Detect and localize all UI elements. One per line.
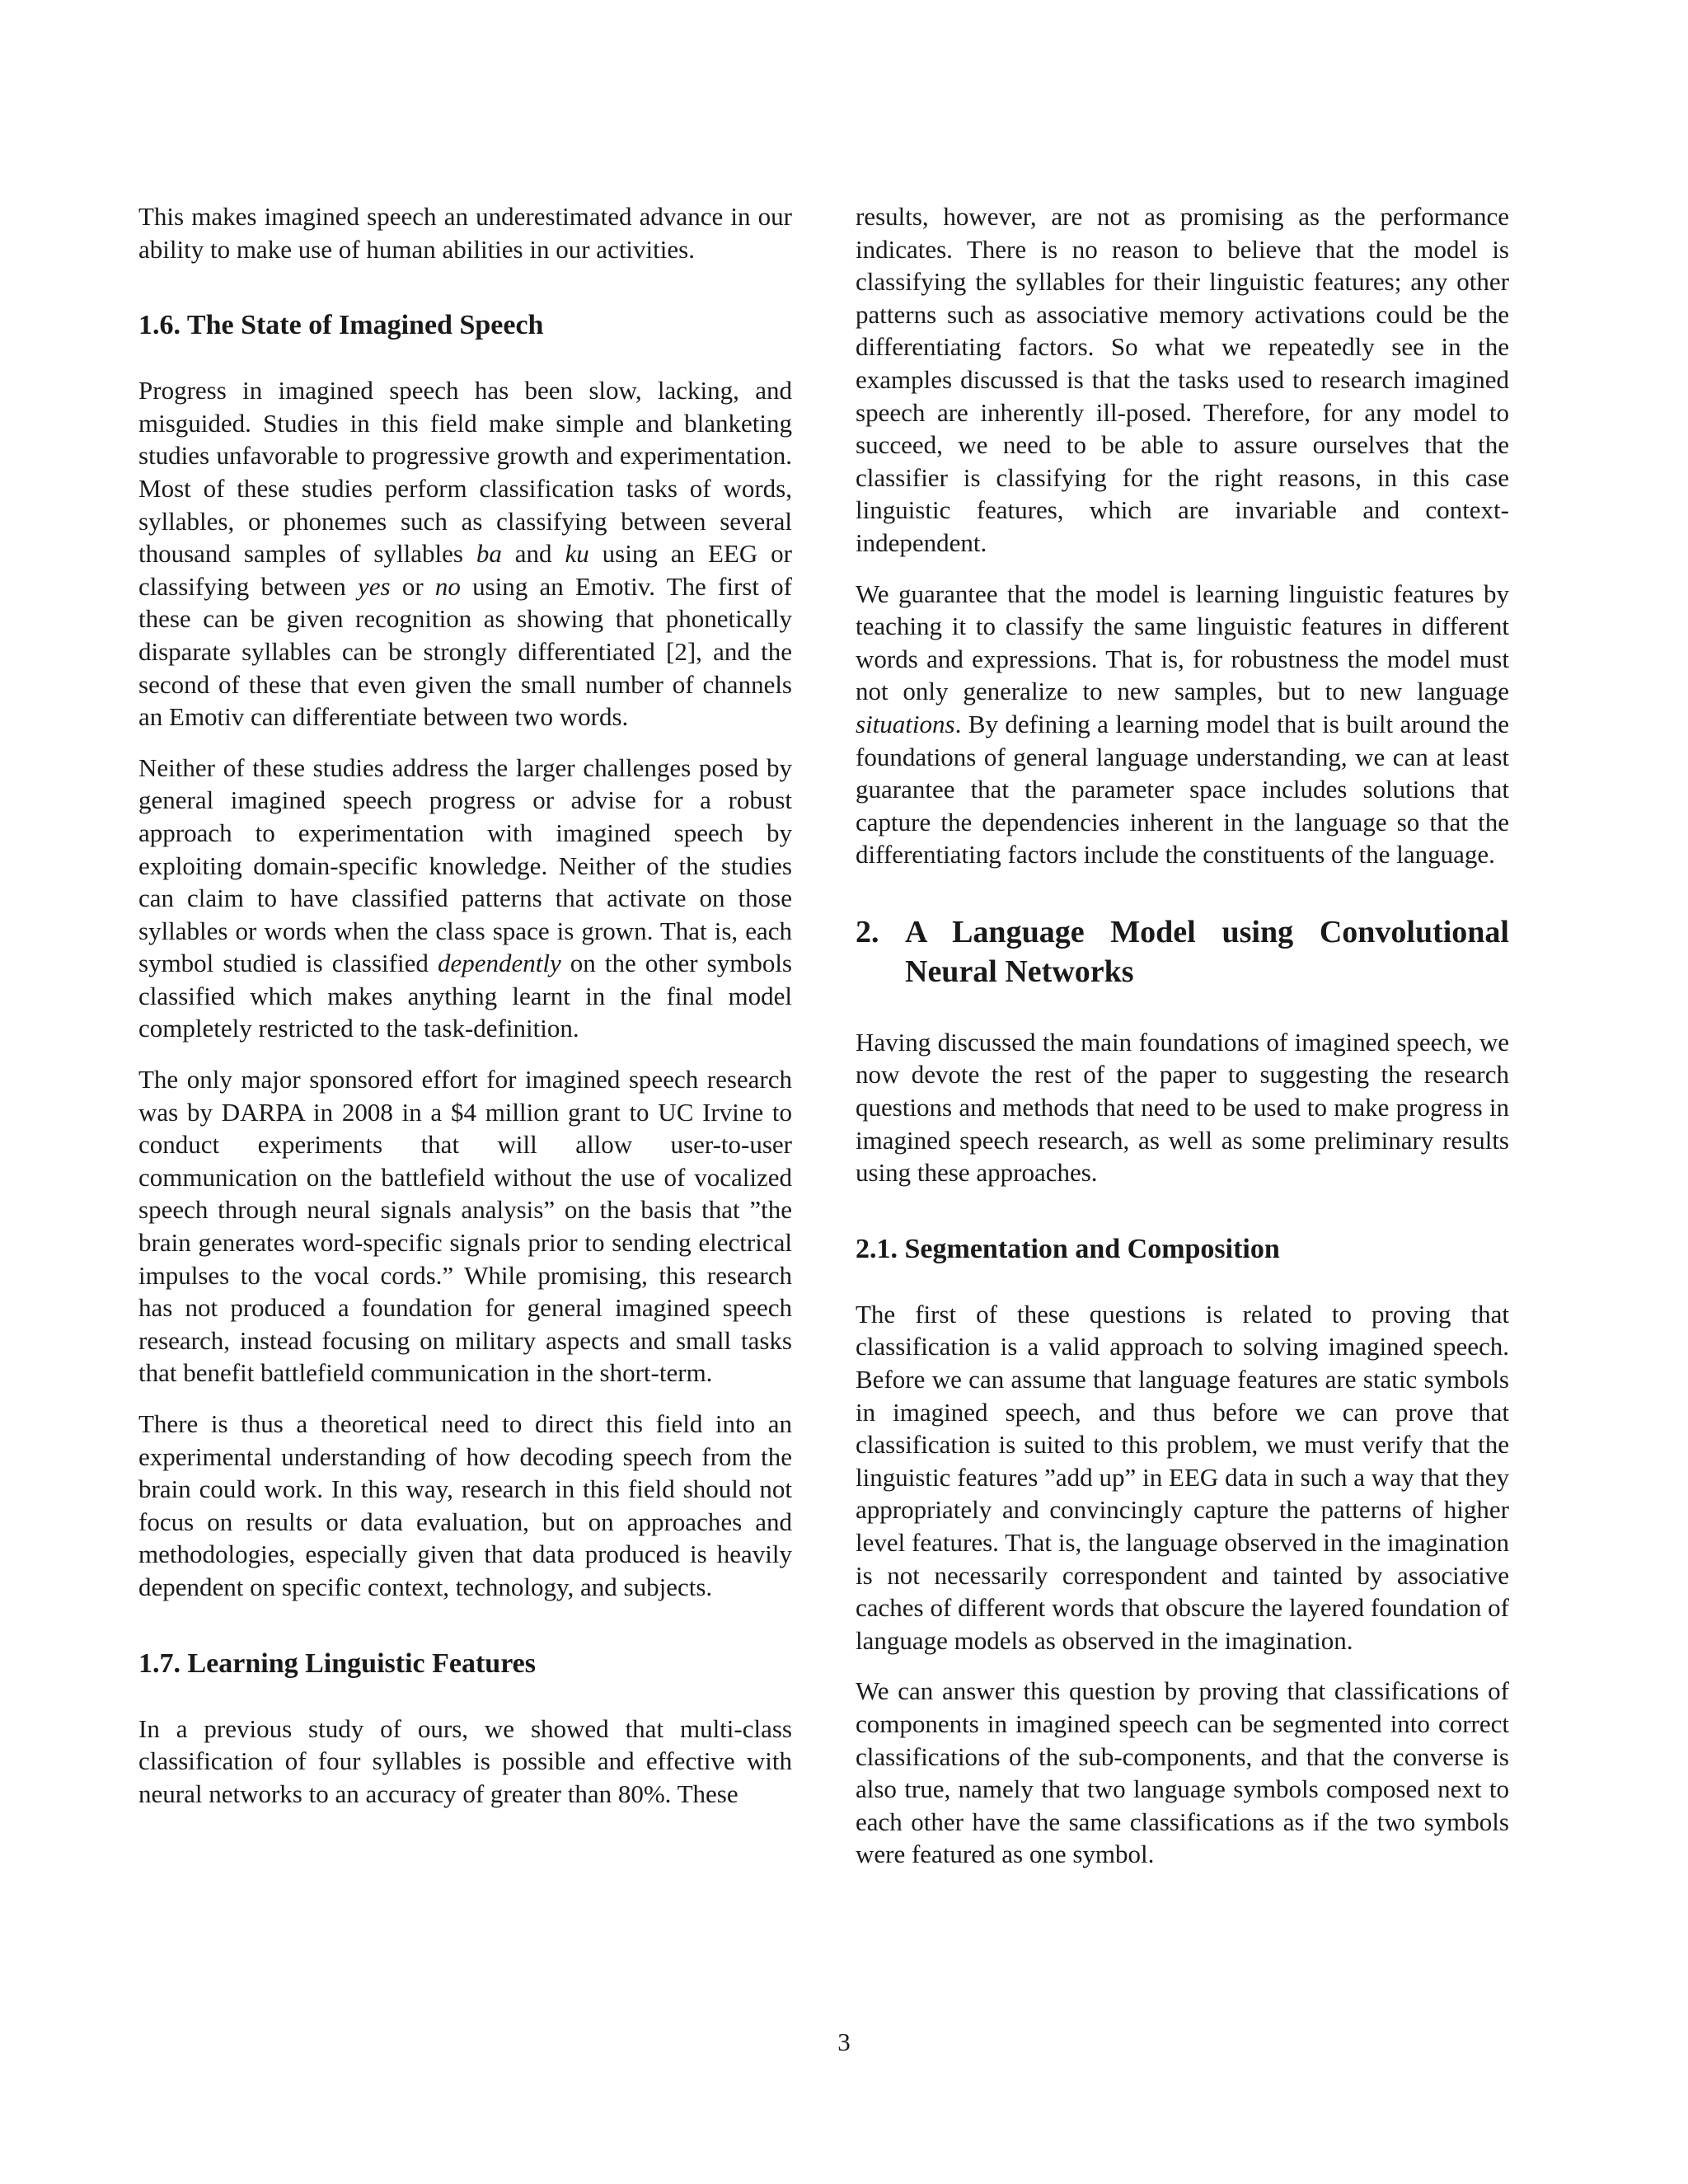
italic-term-yes: yes (358, 571, 391, 601)
italic-term-dependently: dependently (437, 949, 561, 978)
continuation-paragraph: results, however, are not as promising as the performance indicates. There is no reason to believe that the model is classifying the syllables for their linguistic features; any other patterns such as associative memory activations could be the differentiating factors. So what we repeatedly see in the examples discussed is that the tasks used to research imagined speech are inherently ill-posed. Therefore, for any model to succeed, we need to be able to assure ourselves that the classifier is classifying for the right reasons, in this case linguistic features, which are invariable and context-independent. (856, 202, 1509, 557)
italic-term-ba: ba (476, 539, 502, 569)
section-number: 2. (856, 914, 879, 949)
italic-term-no: no (434, 571, 461, 601)
section-number: 1.6. (138, 310, 181, 341)
section-number: 1.7. (138, 1647, 181, 1679)
section-title: Learning Linguistic Features (187, 1647, 536, 1679)
intro-paragraph: This makes imagined speech an underestimated advance in our ability to make use of human abilities in our activities. (138, 202, 792, 264)
section-1-7-paragraph-1: In a previous study of ours, we showed that multi-class classification of four syllables is possible and effective with neural networks to an accuracy of greater than 80%. These (138, 1713, 792, 1808)
italic-term-situations: situations (856, 709, 955, 738)
left-column (138, 200, 792, 1828)
section-2-1-paragraph-1: The first of these questions is related to proving that classification is a valid approach to solving imagined speech. Before we can assume that language features are static symbols in imagined speech, and thus before we can prove that classification is suited to this problem, we must verify that the linguistic features ”add up” in EEG data in such a way that they appropriately and convincingly capture the patterns of higher level features. That is, the language observed in the imagination is not necessarily correspondent and tainted by associative caches of different words that obscure the layered foundation of language models as observed in the imagination. (856, 1299, 1509, 1655)
section-1-6-paragraph-1: Progress in imagined speech has been slow, lacking, and misguided. Studies in this field make simple and blanketing studies unfavorable to progressive growth and experimentation. Most of these studies perform classification tasks of words, syllables, or phonemes such as classifying between several thousand samples of syllables ba and ku using an EEG or classifying between yes or no using an Emotiv. The first of these can be given recognition as showing that phonetically disparate syllables can be strongly differentiated [2], and the second of these that even given the small number of channels an Emotiv can differentiate between two words. (138, 376, 793, 732)
section-2-1-heading (856, 1232, 1509, 1267)
section-number: 2.1. (856, 1233, 898, 1264)
page-number: 3 (837, 2027, 851, 2056)
section-1-7-heading (138, 1647, 792, 1681)
section-title: The State of Imagined Speech (186, 310, 544, 341)
section-2-1-paragraph-2: We can answer this question by proving that classifications of components in imagined speech can be segmented into correct classifications of the sub-components, and that the converse is also true, namely that two language symbols composed next to each other have the same classifications as if the two symbols were featured as one symbol. (856, 1676, 1509, 1869)
italic-term-ku: ku (565, 539, 589, 569)
section-1-6-paragraph-2: Neither of these studies address the larger challenges posed by general imagined speech progress or advise for a robust approach to experimentation with imagined speech by exploiting domain-specific knowledge. Neither of the studies can claim to have classified patterns that activate on those syllables or words when the class space is grown. That is, each symbol studied is classified dependently on the other symbols classified which makes anything learnt in the final model completely restricted to the task-definition. (138, 752, 792, 1043)
section-2-paragraph-1: Having discussed the main foundations of imagined speech, we now devote the rest of the paper to suggesting the research questions and methods that need to be used to make progress in imagined speech research, as well as some preliminary results using these approaches. (856, 1027, 1509, 1188)
section-1-6-paragraph-3: The only major sponsored effort for imagined speech research was by DARPA in 2008 in a $4 million grant to UC Irvine to conduct experiments that will allow user-to-user communication on the battlefield without the use of vocalized speech through neural signals analysis” on the basis that ”the brain generates word-specific signals prior to sending electrical impulses to the vocal cords.” While promising, this research has not produced a foundation for general imagined speech research, instead focusing on military aspects and small tasks that benefit battlefield communication in the short-term. (138, 1065, 792, 1388)
guarantee-paragraph: We guarantee that the model is learning linguistic features by teaching it to classify the same linguistic features in different words and expressions. That is, for robustness the model must not only generalize to new samples, but to new language situations. By defining a learning model that is built around the foundations of general language understanding, we can at least guarantee that the parameter space includes solutions that capture the dependencies inherent in the language so that the differentiating factors include the constituents of the language. (856, 579, 1509, 869)
section-title: A Language Model using Convolutional Neural Networks (905, 914, 1509, 989)
section-title: Segmentation and Composition (904, 1233, 1280, 1264)
section-1-6-paragraph-4: There is thus a theoretical need to direct this field into an experimental understanding of how decoding speech from the brain could work. In this way, research in this field should not focus on results or data evaluation, but on approaches and methodologies, especially given that data produced is heavily dependent on specific context, technology, and subjects. (138, 1409, 792, 1601)
right-column (856, 200, 1509, 1889)
section-2-heading (856, 912, 1509, 991)
section-1-6-heading (138, 308, 792, 343)
